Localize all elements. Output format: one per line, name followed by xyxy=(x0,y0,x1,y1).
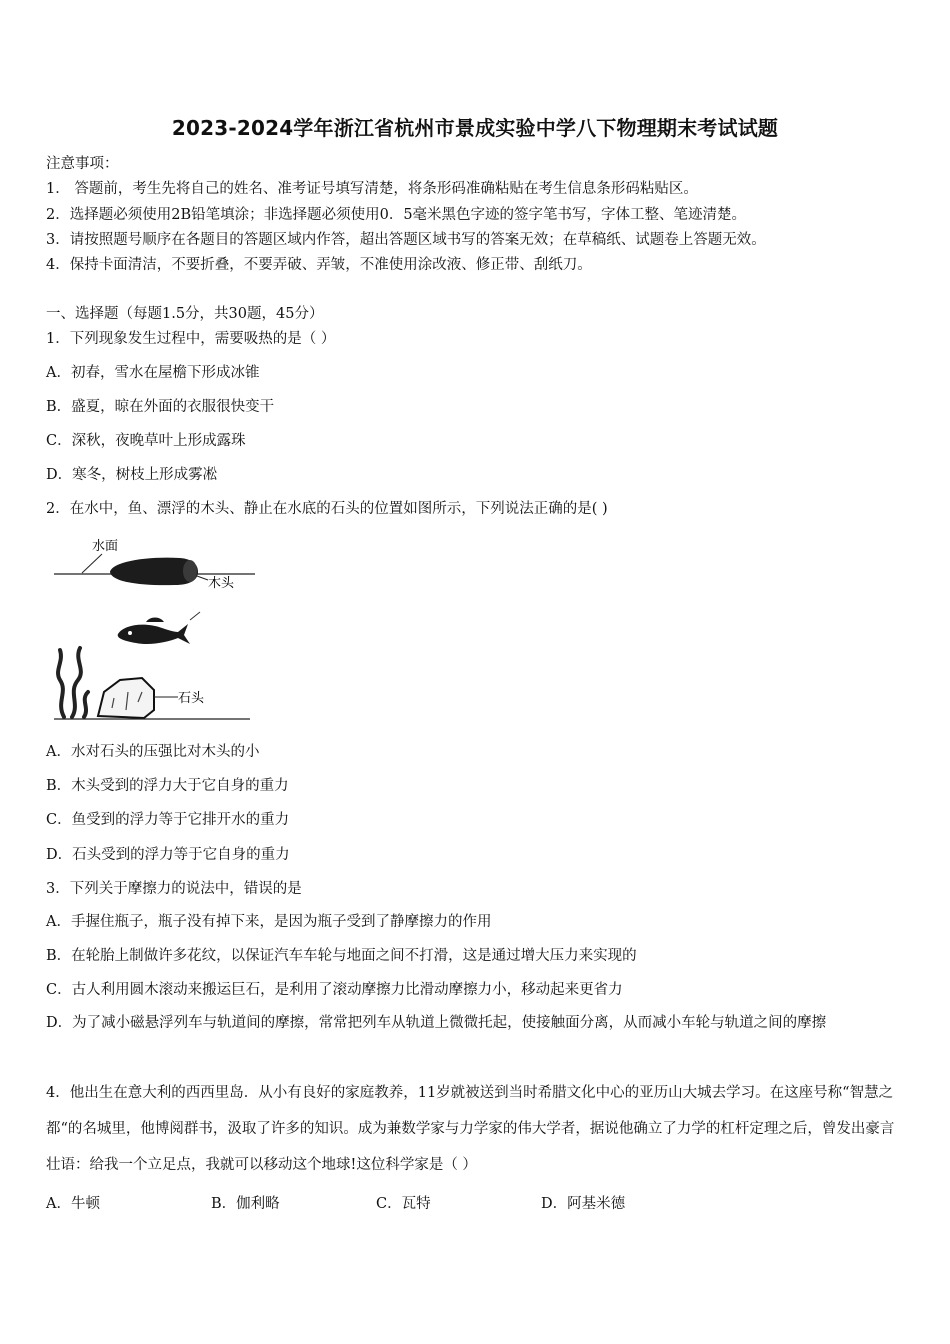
question-option: C．古人利用圆木滚动来搬运巨石，是利用了滚动摩擦力比滑动摩擦力小，移动起来更省力 xyxy=(46,982,623,998)
question-stem: 2．在水中，鱼、漂浮的木头、静止在水底的石头的位置如图所示，下列说法正确的是( ) xyxy=(46,501,608,517)
stone-label: 石头 xyxy=(178,691,205,706)
question-option: B．伽利略 xyxy=(211,1196,280,1212)
notice-item: 1． 答题前，考生先将自己的姓名、准考证号填写清楚，将条形码准确粘贴在考生信息条形码粘贴区。 xyxy=(46,181,698,197)
question-option: D．阿基米德 xyxy=(541,1196,626,1212)
question-option: D．石头受到的浮力等于它自身的重力 xyxy=(46,847,290,863)
question-option: B．在轮胎上制做许多花纹，以保证汽车车轮与地面之间不打滑，这是通过增大压力来实现的 xyxy=(46,948,637,964)
seaweed xyxy=(58,648,88,717)
page-title: 2023-2024学年浙江省杭州市景成实验中学八下物理期末考试试题 xyxy=(171,116,779,140)
water-label: 水面 xyxy=(92,539,119,554)
notice-item: 3．请按照题号顺序在各题目的答题区域内作答，超出答题区域书写的答案无效；在草稿纸、试题卷上答题无效。 xyxy=(46,232,766,248)
notice-item: 4．保持卡面清洁，不要折叠，不要弄破、弄皱，不准使用涂改液、修正带、刮纸刀。 xyxy=(46,257,592,273)
notice-item: 2．选择题必须使用2B铅笔填涂；非选择题必须使用0．5毫米黑色字迹的签字笔书写，字体工整、笔迹清楚。 xyxy=(46,207,747,223)
stone xyxy=(98,678,154,718)
question-option: A．水对石头的压强比对木头的小 xyxy=(46,744,260,760)
question-option: C．瓦特 xyxy=(376,1196,431,1212)
question-option: A．牛顿 xyxy=(46,1196,100,1212)
section-heading: 一、选择题（每题1.5分，共30题，45分） xyxy=(46,306,324,322)
question-stem: 1．下列现象发生过程中，需要吸热的是（ ） xyxy=(46,331,336,347)
question-option: D．寒冬，树枝上形成雾凇 xyxy=(46,467,218,483)
question-option: A．初春，雪水在屋檐下形成冰锥 xyxy=(46,365,260,381)
question-option: C．深秋，夜晚草叶上形成露珠 xyxy=(46,433,246,449)
question-option: D．为了减小磁悬浮列车与轨道间的摩擦，常常把列车从轨道上微微托起，使接触面分离，从而减小车轮与轨道之间的摩擦 xyxy=(46,1015,827,1031)
wood-label: 木头 xyxy=(208,576,235,591)
notice-heading: 注意事项： xyxy=(46,156,119,172)
question-option: B．盛夏，晾在外面的衣服很快变干 xyxy=(46,399,275,415)
question-option: C．鱼受到的浮力等于它排开水的重力 xyxy=(46,812,290,828)
question-option: B．木头受到的浮力大于它自身的重力 xyxy=(46,778,289,794)
question-figure xyxy=(50,532,260,728)
question-stem: 3．下列关于摩擦力的说法中，错误的是 xyxy=(46,881,302,897)
question-option: A．手握住瓶子，瓶子没有掉下来，是因为瓶子受到了静摩擦力的作用 xyxy=(46,914,492,930)
question-stem: 4．他出生在意大利的西西里岛．从小有良好的家庭教养，11岁就被送到当时希腊文化中心的亚历山大城去学习。在这座号称“智慧之都“的名城里，他博阅群书，汲取了许多的知识。成为兼数学家与力学家的伟大学者，据说他确立了力学的杠杆定理之后，曾发出豪言壮语：给我一个立足点，我就可以移动这个地球!这位科学家是（ ） xyxy=(46,1085,895,1173)
